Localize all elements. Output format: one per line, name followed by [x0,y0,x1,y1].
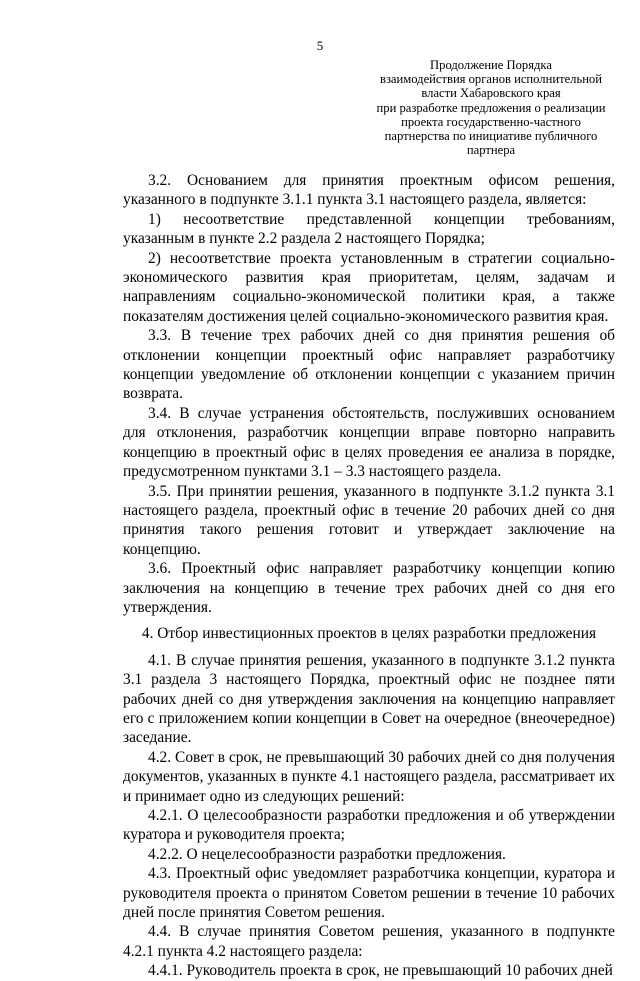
header-note-line: партнерства по инициативе публичного [384,129,598,144]
paragraph-4-2: 4.2. Совет в срок, не превышающий 30 рабочих дней со дня получения документов, указанных в пункте 4.1 настоящего раздела, рассматривает их и принимает одно из следующих решений: [123,748,615,805]
paragraph-3-5: 3.5. При принятии решения, указанного в подпункте 3.1.2 пункта 3.1 настоящего раздела, проектный офис в течение 20 рабочих дней со дня принятия такого решения готовит и утверждает заключение на концепцию. [123,482,615,558]
paragraph-3-3: 3.3. В течение трех рабочих дней со дня принятия решения об отклонении концепции проектный офис направляет разработчику концепции уведомление об отклонении концепции с указанием причин возврата. [123,327,615,403]
header-note-line: при разработке предложения о реализации [376,100,606,115]
page-number: 5 [316,38,324,53]
paragraph-4-3: 4.3. Проектный офис уведомляет разработчика концепции, куратора и руководителя проекта о принятом Советом решении в течение 10 рабочих дней после принятия Советом решения. [123,865,615,922]
paragraph-4-4: 4.4. В случае принятия Советом решения, указанного в подпункте 4.2.1 пункта 4.2 настоящего раздела: [123,923,615,960]
header-note-line: власти Хабаровского края [421,86,561,101]
section-4-heading: 4. Отбор инвестиционных проектов в целях разработки предложения [141,625,597,643]
header-note-line: взаимодействия органов исполнительной [380,72,602,87]
header-note-line: Продолжение Порядка [430,58,552,72]
paragraph-3-6: 3.6. Проектный офис направляет разработчику концепции копию заключения на концепцию в течение трех рабочих дней со дня его утверждения. [123,560,615,616]
paragraph-item-2: 2) несоответствие проекта установленным в стратегии социально-экономического развития края приоритетам, целям, задачам и направлениям социально-экономической политики края, а также показателям достижения целей социально-экономического развития края. [123,249,615,325]
header-note [367,58,615,157]
header-note-line: проекта государственно-частного [401,114,581,129]
paragraph-3-4: 3.4. В случае устранения обстоятельств, послуживших основанием для отклонения, разработчик концепции вправе повторно направить концепцию в проектный офис в целях проведения ее анализа в порядке, предусмотренном пунктами 3.1 – 3.3 настоящего раздела. [123,404,615,481]
paragraph-3-2: 3.2. Основанием для принятия проектным офисом решения, указанного в подпункте 3.1.1 пункта 3.1 настоящего раздела, является: [123,172,615,209]
paragraph-4-2-2: 4.2.2. О нецелесообразности разработки предложения. [148,845,506,863]
paragraph-4-4-1: 4.4.1. Руководитель проекта в срок, не превышающий 10 рабочих дней [148,962,613,980]
paragraph-4-1: 4.1. В случае принятия решения, указанного в подпункте 3.1.2 пункта 3.1 раздела 3 настоящего Порядка, проектный офис не позднее пяти рабочих дней со дня утверждения заключения на концепцию направляет его с приложением копии концепции в Совет на очередное (внеочередное) заседание. [123,651,615,747]
document-body [123,171,615,981]
paragraph-4-2-1: 4.2.1. О целесообразности разработки предложения и об утверждении куратора и руководителя проекта; [123,807,615,844]
header-note-line: партнера [466,143,516,158]
paragraph-item-1: 1) несоответствие представленной концепции требованиям, указанным в пункте 2.2 раздела 2 настоящего Порядка; [123,210,615,248]
